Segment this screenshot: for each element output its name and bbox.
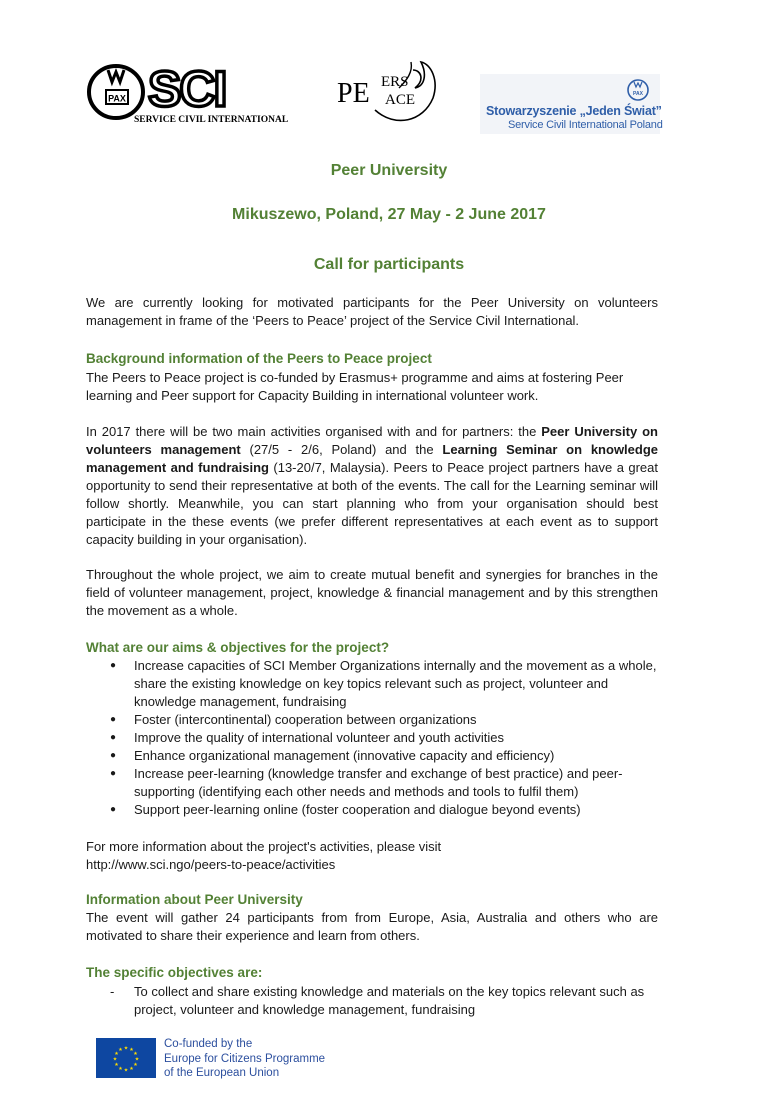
eu-star-icon: ★ [112, 1056, 118, 1063]
eu-star-icon: ★ [114, 1062, 119, 1068]
peers-pe: PE [337, 78, 370, 109]
sjs-title: Stowarzyszenie „Jeden Świat” [486, 104, 662, 118]
eu-star-icon: ★ [118, 1047, 123, 1053]
eu-line-2: Europe for Citizens Programme [164, 1052, 326, 1065]
eu-star-icon: ★ [118, 1066, 123, 1072]
list-item: ● Foster (intercontinental) cooperation between organizations [86, 711, 658, 729]
eu-star-icon: ★ [114, 1051, 119, 1057]
svg-text:PAX: PAX [633, 91, 643, 97]
background-paragraph-3: Throughout the whole project, we aim to create mutual benefit and synergies for branches in the field of volunteer management, project, knowledge & financial management and by this strengthen the movement as a whole. [86, 567, 658, 618]
list-item: ● Increase peer-learning (knowledge transfer and exchange of best practice) and peer-supporting (identifying each other needs and methods and tools to fulfil them) [86, 765, 658, 801]
more-info-text: For more information about the project's activities, please visit [86, 839, 442, 854]
background-heading: Background information of the Peers to Peace project [86, 351, 432, 366]
page-title: Peer University [330, 162, 448, 179]
eu-star-icon: ★ [134, 1056, 140, 1063]
sci-logo [86, 62, 296, 126]
eu-flag-icon [96, 1038, 156, 1078]
peers-ers: ERS [381, 74, 409, 90]
eu-star-icon: ★ [123, 1045, 129, 1052]
more-info-link[interactable]: http://www.sci.ngo/peers-to-peace/activities [86, 857, 336, 872]
peer-university-bold: Peer University on volunteers management [86, 424, 658, 457]
eu-star-icon: ★ [133, 1051, 138, 1057]
sjs-logo [480, 74, 663, 134]
list-item: ● Enhance organizational management (innovative capacity and efficiency) [86, 747, 658, 765]
list-item: ● Increase capacities of SCI Member Organizations internally and the movement as a whole, share the existing knowledge on key topics relevant such as project, volunteer and knowledge management, fundraising [86, 657, 658, 711]
learning-seminar-bold: Learning Seminar on knowledge management and fundraising [86, 442, 659, 475]
aims-heading: What are our aims & objectives for the project? [86, 640, 390, 655]
sci-wordmark: SCI [148, 62, 226, 117]
specific-objectives-list [86, 983, 658, 1019]
peers-to-peace-logo [335, 58, 443, 128]
eu-star-icon: ★ [129, 1066, 134, 1072]
event-subtitle: Mikuszewo, Poland, 27 May - 2 June 2017 [232, 206, 546, 223]
list-item: ● Improve the quality of international volunteer and youth activities [86, 729, 658, 747]
peer-university-heading: Information about Peer University [86, 892, 303, 907]
specific-objectives-heading: The specific objectives are: [86, 965, 263, 980]
sjs-pax-icon [626, 78, 650, 102]
eu-funding-text [164, 1037, 325, 1081]
sci-subtitle: SERVICE CIVIL INTERNATIONAL [134, 115, 289, 125]
eu-line-3: of the European Union [164, 1067, 280, 1079]
eu-star-icon: ★ [129, 1047, 134, 1053]
peers-ace: ACE [385, 92, 415, 108]
background-paragraph-2: In 2017 there will be two main activities organised with and for partners: the Peer University on volunteers management (27/5 - 2/6, Poland) and the Learning Seminar on knowledge management and fundraising (13-20/7, Malaysia). Peers to Peace project partners have a great opportunity to send their representative at both of the events. The call for the Learning seminar will follow shortly. Meanwhile, you can start planning who from your organisation should best participate in the these events (we prefer different representatives at each event as to support capacity building in your organisation). [86, 424, 659, 547]
aims-list [86, 657, 658, 819]
eu-line-1: Co-funded by the [164, 1038, 253, 1050]
call-heading: Call for participants [313, 256, 465, 273]
eu-star-icon: ★ [133, 1062, 138, 1068]
logo-bar [0, 0, 778, 150]
sjs-subtitle: Service Civil International Poland [508, 119, 663, 131]
intro-paragraph: We are currently looking for motivated participants for the Peer University on volunteers management in frame of the ‘Peers to Peace’ project of the Service Civil International. [86, 295, 658, 328]
sci-pax-text: PAX [108, 93, 126, 104]
eu-star-icon: ★ [123, 1067, 129, 1074]
list-item: - To collect and share existing knowledge and materials on the key topics relevant such as project, volunteer and knowledge management, fundraising [86, 983, 658, 1019]
peer-university-paragraph: The event will gather 24 participants from from Europe, Asia, Australia and others who are motivated to share their experience and learn from others. [86, 910, 658, 943]
background-paragraph-1: The Peers to Peace project is co-funded by Erasmus+ programme and aims at fostering Peer learning and Peer support for Capacity Building in international volunteer work. [86, 370, 624, 403]
list-item: ● Support peer-learning online (foster cooperation and dialogue beyond events) [86, 801, 658, 819]
